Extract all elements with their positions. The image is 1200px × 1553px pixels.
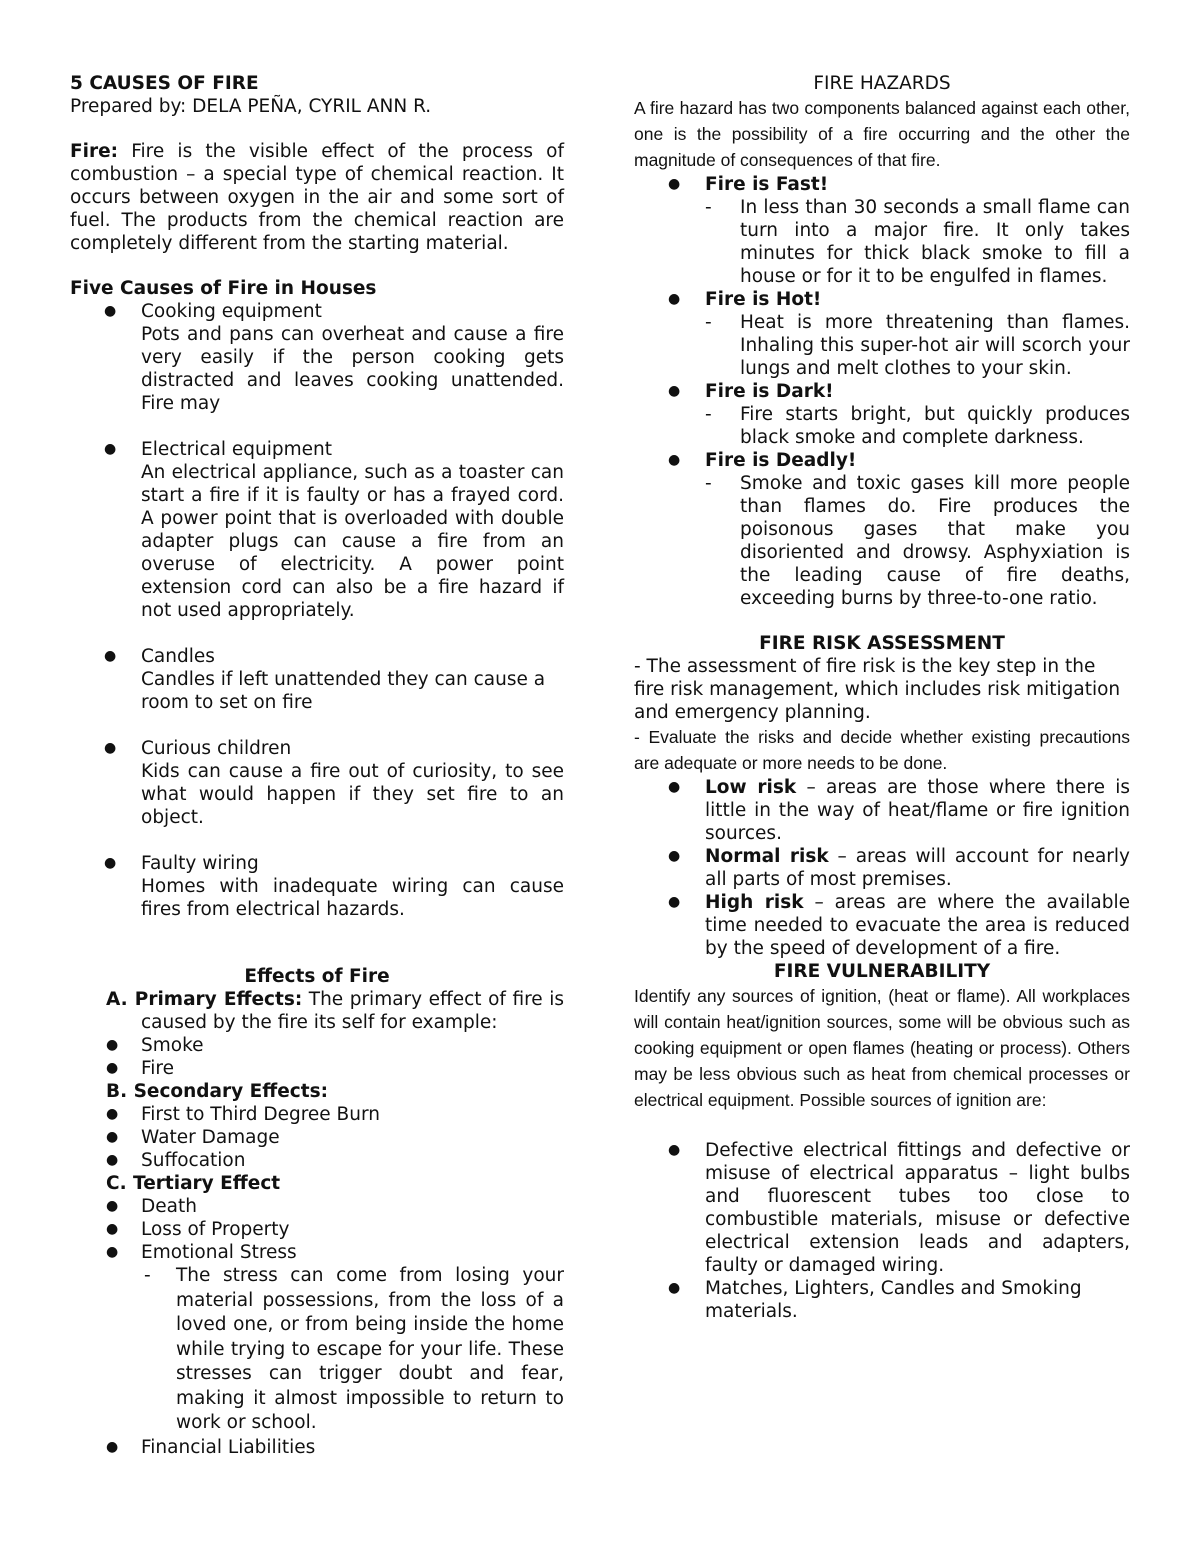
left-column xyxy=(70,72,564,1459)
effect-text: Water Damage xyxy=(141,1127,280,1148)
cause-body: An electrical appliance, such as a toaster can start a fire if it is faulty or has a frayed cord. A power point that is overloaded with double adapter plugs can cause a fire from an overuse of electricity. A power point extension cord can also be a fire hazard if not used appropriately. xyxy=(141,462,564,621)
hazard-body xyxy=(634,196,1130,288)
risk-label: High risk xyxy=(705,892,804,913)
bullet-icon: ● xyxy=(104,855,117,871)
cause-title: Cooking equipment xyxy=(141,301,322,322)
cause-item xyxy=(70,645,564,714)
cause-title: Candles xyxy=(141,646,215,667)
cause-body: Pots and pans can overheat and cause a fire very easily if the person cooking gets distracted and leaves cooking unattended. Fire may xyxy=(141,324,564,414)
tertiary-note-text: The stress can come from losing your material possessions, from the loss of a loved one, or from being inside the home while trying to escape for your life. These stresses can trigger doubt and fear, making it almost impossible to return to work or school. xyxy=(176,1265,564,1433)
hazard-item xyxy=(634,173,1130,196)
bullet-icon: ● xyxy=(668,1142,681,1158)
fire-definition-text: Fire is the visible effect of the process of combustion – a special type of chemical reaction. It occurs between oxygen in the air and some sort of fuel. The products from the chemical reaction are completely different from the starting material. xyxy=(70,141,564,254)
bullet-icon: ● xyxy=(668,894,681,910)
fire-definition xyxy=(70,140,564,255)
effect-text: First to Third Degree Burn xyxy=(141,1104,380,1125)
cause-item xyxy=(70,852,564,921)
tertiary-label: C. Tertiary Effect xyxy=(106,1173,281,1194)
effect-item xyxy=(70,1149,564,1172)
risk-intro: - The assessment of fire risk is the key step in the fire risk management, which includes risk mitigation and emergency planning. xyxy=(634,656,1121,723)
ignition-item xyxy=(634,1139,1130,1277)
tertiary-list xyxy=(70,1195,564,1264)
risk-heading: FIRE RISK ASSESSMENT xyxy=(759,633,1005,654)
bullet-icon: ● xyxy=(104,303,117,319)
prepared-by: Prepared by: DELA PEÑA, CYRIL ANN R. xyxy=(70,96,432,117)
hazard-title: Fire is Fast! xyxy=(705,174,829,195)
tertiary-note xyxy=(70,1264,564,1436)
cause-body: Candles if left unattended they can cause a room to set on fire xyxy=(141,669,546,713)
primary-text: The primary effect of fire is caused by the fire its self for example: xyxy=(141,989,564,1033)
effect-item xyxy=(70,1195,564,1218)
ignition-item xyxy=(634,1277,1130,1323)
cause-item xyxy=(70,438,564,622)
bullet-icon: ● xyxy=(104,740,117,756)
risk-list xyxy=(634,776,1130,960)
hazard-body xyxy=(634,403,1130,449)
effect-text: Emotional Stress xyxy=(141,1242,297,1263)
bullet-icon: ● xyxy=(106,1037,119,1053)
effect-item xyxy=(70,1218,564,1241)
hazard-detail xyxy=(634,403,1130,449)
risk-text: – areas are where the available time needed to evacuate the area is reduced by the speed of development of a fire. xyxy=(705,892,1130,959)
risk-text: – areas are those where there is little in the way of heat/flame or fire ignition sources. xyxy=(705,777,1130,844)
hazard-detail xyxy=(634,196,1130,288)
causes-heading: Five Causes of Fire in Houses xyxy=(70,278,377,299)
risk-label: Normal risk xyxy=(705,846,829,867)
hazard-body-text: Smoke and toxic gases kill more people than flames do. Fire produces the poisonous gases that make you disoriented and drowsy. Asphyxiation is the leading cause of fire deaths, exceeding burns by three-to-one ratio. xyxy=(740,473,1130,609)
secondary-list xyxy=(70,1103,564,1172)
bullet-icon: ● xyxy=(106,1060,119,1076)
effect-item xyxy=(70,1126,564,1149)
secondary-label: B. Secondary Effects: xyxy=(106,1081,329,1102)
effect-text: Financial Liabilities xyxy=(141,1436,316,1458)
bullet-icon: ● xyxy=(668,452,681,468)
hazard-item xyxy=(634,449,1130,472)
hazard-detail xyxy=(634,311,1130,380)
hazard-body-text: Fire starts bright, but quickly produces black smoke and complete darkness. xyxy=(740,404,1130,448)
risk-item xyxy=(634,891,1130,960)
tertiary-list-end xyxy=(70,1436,564,1459)
bullet-icon: ● xyxy=(668,176,681,192)
effect-item xyxy=(70,1103,564,1126)
effect-item xyxy=(70,1241,564,1264)
bullet-icon: ● xyxy=(668,1280,681,1296)
dash-marker: - xyxy=(705,473,712,494)
hazard-body-text: Heat is more threatening than flames. Inhaling this super-hot air will scorch your lungs and melt clothes to your skin. xyxy=(740,312,1130,379)
right-column xyxy=(634,72,1130,1323)
hazard-body xyxy=(634,311,1130,380)
hazard-title: Fire is Dark! xyxy=(705,381,834,402)
effect-text: Fire xyxy=(141,1058,175,1079)
hazards-intro: A fire hazard has two components balanced against each other, one is the possibility of a fire occurring and the other the magnitude of consequences of that fire. xyxy=(634,98,1130,170)
hazards-list xyxy=(634,173,1130,196)
bullet-icon: ● xyxy=(106,1152,119,1168)
effects-heading: Effects of Fire xyxy=(244,966,390,987)
hazard-item xyxy=(634,380,1130,403)
ignition-text: Matches, Lighters, Candles and Smoking materials. xyxy=(705,1278,1082,1322)
cause-title: Faulty wiring xyxy=(141,853,259,874)
bullet-icon: ● xyxy=(106,1244,119,1260)
bullet-icon: ● xyxy=(106,1106,119,1122)
primary-label: A. Primary Effects: xyxy=(106,989,303,1010)
risk-item xyxy=(634,776,1130,845)
dash-marker: - xyxy=(705,312,712,333)
dash-marker: - xyxy=(705,404,712,425)
risk-intro-2: - Evaluate the risks and decide whether existing precautions are adequate or more needs to be done. xyxy=(634,727,1130,773)
hazards-list xyxy=(634,380,1130,403)
document-title: 5 CAUSES OF FIRE xyxy=(70,73,259,94)
bullet-icon: ● xyxy=(106,1438,119,1455)
fire-label: Fire: xyxy=(70,141,119,162)
effect-item xyxy=(70,1436,564,1459)
dash-marker: - xyxy=(705,197,712,218)
bullet-icon: ● xyxy=(106,1198,119,1214)
cause-title: Electrical equipment xyxy=(141,439,333,460)
hazard-body xyxy=(634,472,1130,610)
effect-text: Loss of Property xyxy=(141,1219,290,1240)
effect-text: Death xyxy=(141,1196,197,1217)
hazards-list xyxy=(634,449,1130,472)
bullet-icon: ● xyxy=(104,648,117,664)
hazard-detail xyxy=(634,472,1130,610)
hazard-item xyxy=(634,288,1130,311)
hazards-heading: FIRE HAZARDS xyxy=(813,73,951,94)
causes-list xyxy=(70,300,564,921)
dash-marker: - xyxy=(144,1265,151,1286)
bullet-icon: ● xyxy=(106,1221,119,1237)
ignition-list xyxy=(634,1139,1130,1323)
cause-body: Homes with inadequate wiring can cause fires from electrical hazards. xyxy=(141,876,564,920)
cause-item xyxy=(70,300,564,415)
bullet-icon: ● xyxy=(668,779,681,795)
bullet-icon: ● xyxy=(668,848,681,864)
cause-title: Curious children xyxy=(141,738,292,759)
hazard-title: Fire is Deadly! xyxy=(705,450,857,471)
risk-label: Low risk xyxy=(705,777,797,798)
effect-text: Smoke xyxy=(141,1035,204,1056)
risk-text: – areas will account for nearly all parts of most premises. xyxy=(705,846,1130,890)
hazards-list xyxy=(634,288,1130,311)
ignition-text: Defective electrical fittings and defective or misuse of electrical apparatus – light bulbs and fluorescent tubes too close to combustible materials, misuse or defective electrical extension leads and adapters, faulty or damaged wiring. xyxy=(705,1140,1130,1276)
primary-list xyxy=(70,1034,564,1080)
risk-item xyxy=(634,845,1130,891)
vulnerability-intro: Identify any sources of ignition, (heat or flame). All workplaces will contain heat/ignition sources, some will be obvious such as cooking equipment or open flames (heating or process). Others may be less obvious such as heat from chemical processes or electrical equipment. Possible sources of ignition are: xyxy=(634,986,1130,1110)
cause-item xyxy=(70,737,564,829)
hazard-title: Fire is Hot! xyxy=(705,289,822,310)
effect-item xyxy=(70,1034,564,1057)
primary-effects xyxy=(70,988,564,1034)
effect-text: Suffocation xyxy=(141,1150,246,1171)
effect-item xyxy=(70,1057,564,1080)
vulnerability-heading: FIRE VULNERABILITY xyxy=(773,961,991,982)
hazard-body-text: In less than 30 seconds a small flame can turn into a major fire. It only takes minutes for thick black smoke to fill a house or for it to be engulfed in flames. xyxy=(740,197,1130,287)
bullet-icon: ● xyxy=(668,291,681,307)
cause-body: Kids can cause a fire out of curiosity, to see what would happen if they set fire to an object. xyxy=(141,761,564,828)
bullet-icon: ● xyxy=(106,1129,119,1145)
bullet-icon: ● xyxy=(104,441,117,457)
bullet-icon: ● xyxy=(668,383,681,399)
